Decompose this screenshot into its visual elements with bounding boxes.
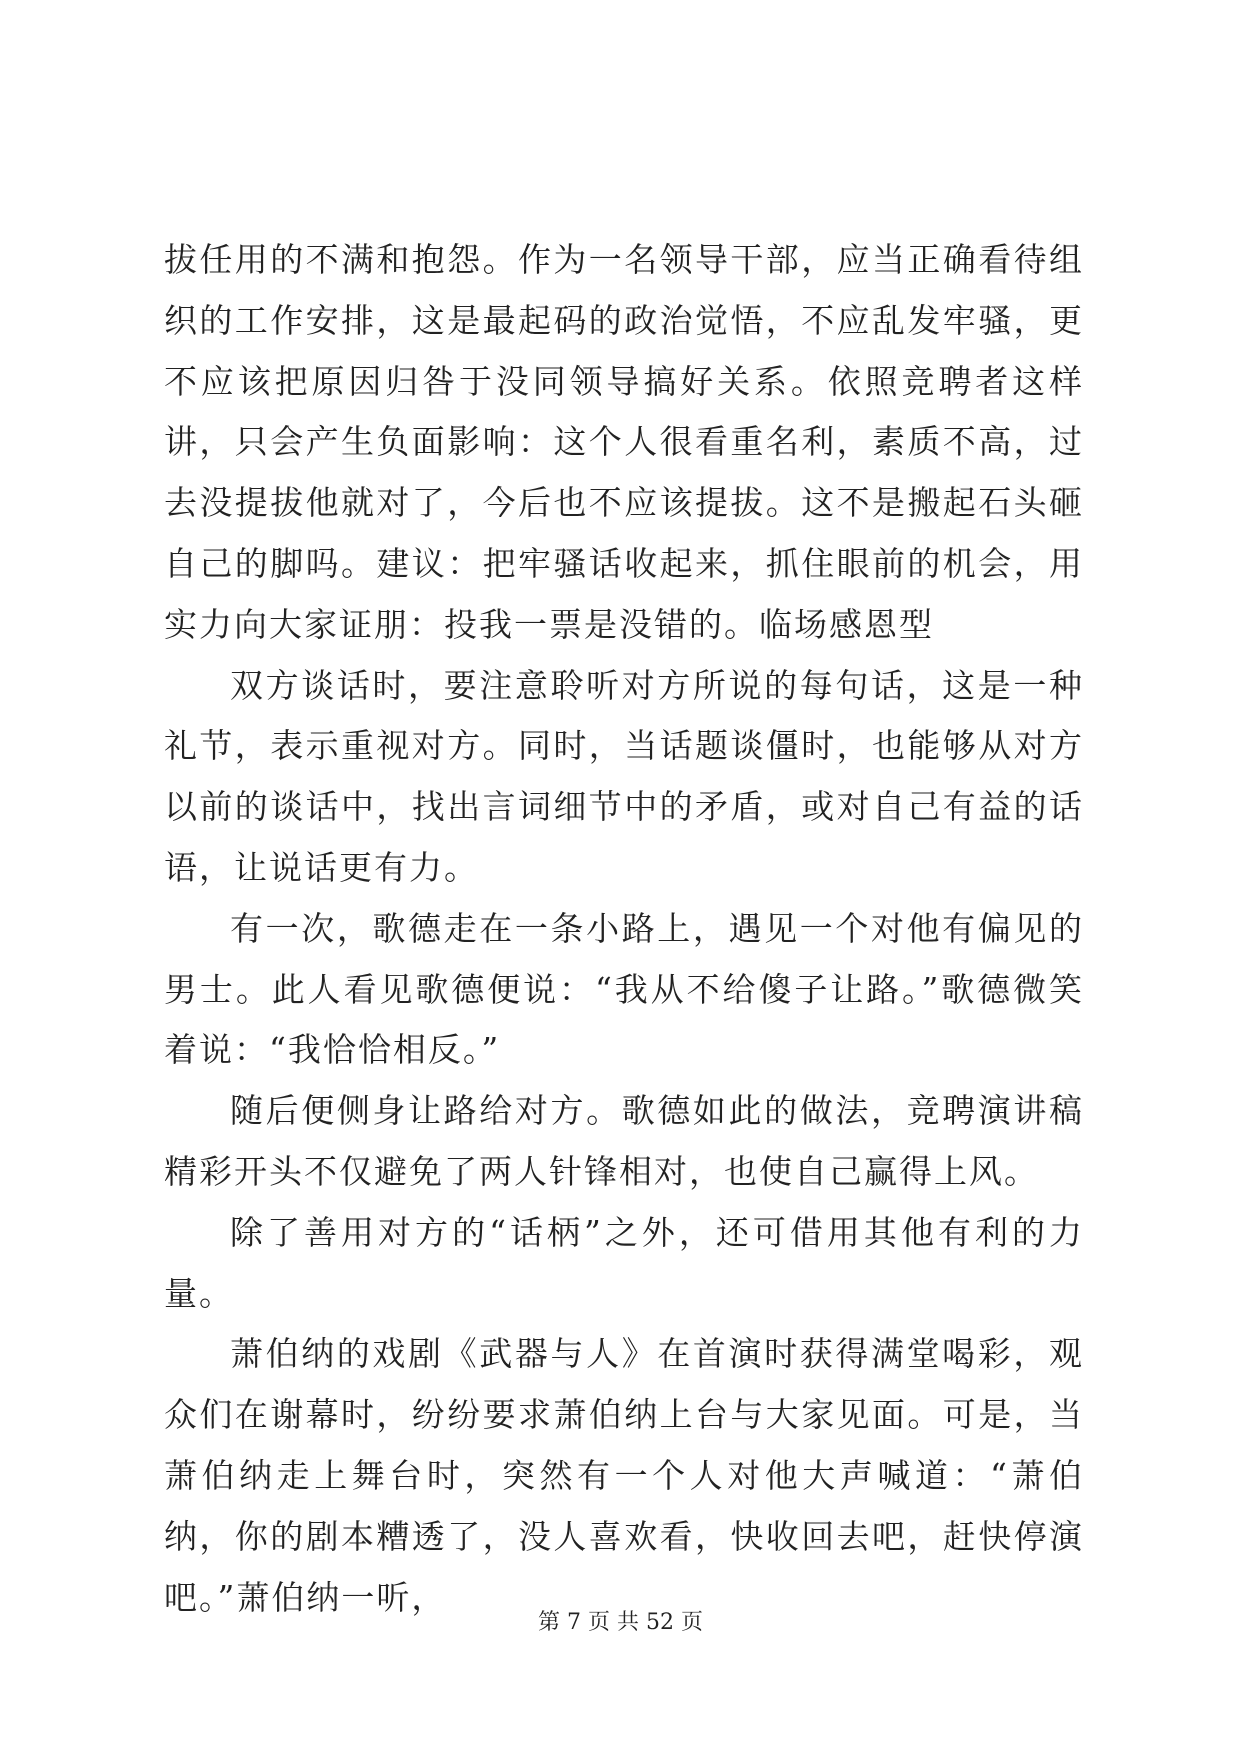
document-body [164, 230, 1084, 1628]
paragraph-5: 除了善用对方的“话柄”之外，还可借用其他有利的力量。 [164, 1212, 1084, 1313]
page-number-footer: 第 7 页 共 52 页 [538, 1610, 703, 1635]
paragraph-4: 随后便侧身让路给对方。歌德如此的做法，竞聘演讲稿精彩开头不仅避免了两人针锋相对，也使自己赢得上风。 [164, 1091, 1084, 1191]
paragraph-2: 双方谈话时，要注意聆听对方所说的每句话，这是一种礼节，表示重视对方。同时，当话题谈僵时，也能够从对方以前的谈话中，找出言词细节中的矛盾，或对自己有益的话语，让说话更有力。 [164, 665, 1084, 887]
paragraph-6: 萧伯纳的戏剧《武器与人》在首演时获得满堂喝彩，观众们在谢幕时，纷纷要求萧伯纳上台与大家见面。可是，当萧伯纳走上舞台时，突然有一个人对他大声喊道：“萧伯纳，你的剧本糟透了，没人喜欢看，快收回去吧，赶快停演吧。”萧伯纳一听， [164, 1334, 1084, 1617]
paragraph-1: 拔任用的不满和抱怨。作为一名领导干部，应当正确看待组织的工作安排，这是最起码的政治觉悟，不应乱发牢骚，更不应该把原因归咎于没同领导搞好关系。依照竞聘者这样讲，只会产生负面影响：这个人很看重名利，素质不高，过去没提拔他就对了，今后也不应该提拔。这不是搬起石头砸自己的脚吗。建议：把牢骚话收起来，抓住眼前的机会，用实力向大家证朋：投我一票是没错的。临场感恩型 [164, 240, 1084, 644]
paragraph-3: 有一次，歌德走在一条小路上，遇见一个对他有偏见的男士。此人看见歌德便说：“我从不给傻子让路。”歌德微笑着说：“我恰恰相反。” [164, 908, 1084, 1070]
